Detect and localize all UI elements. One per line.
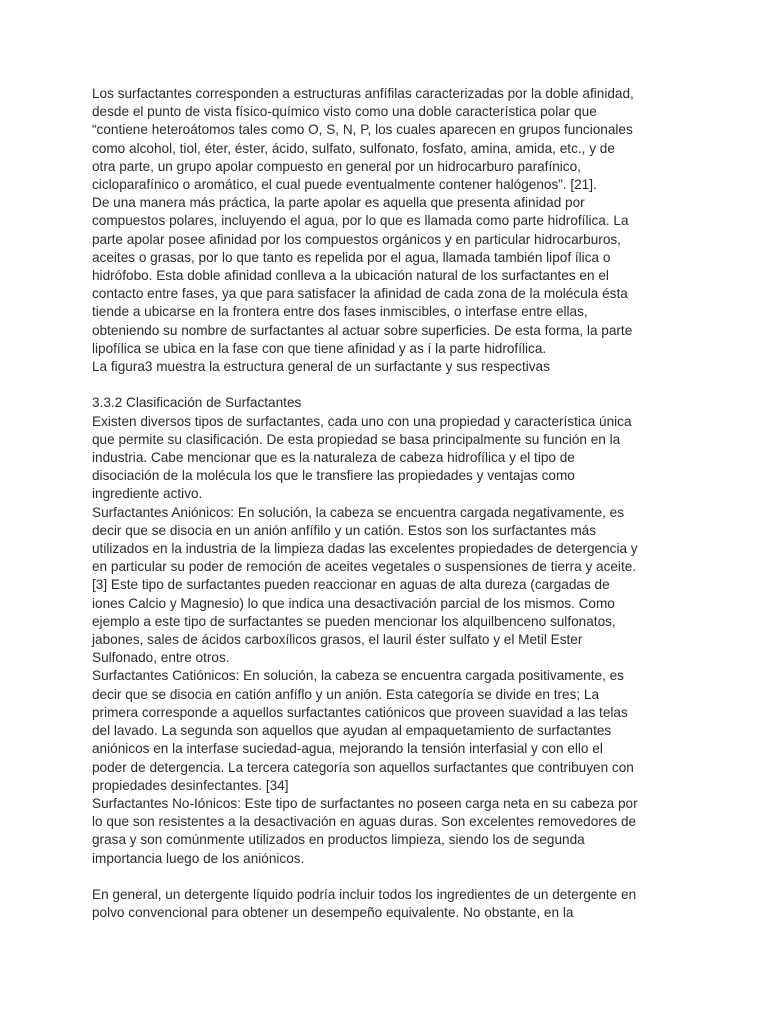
paragraph-practical: De una manera más práctica, la parte apolar es aquella que presenta afinidad por compuestos polares, incluyendo el agua, por lo que es llamada como parte hidrofílica. La parte apolar posee afinidad por los compuestos orgánicos y en particular hidrocarburos, aceites o grasas, por lo que tanto es repelida por el agua, llamada también lipof ílica o hidrófobo. Esta doble afinidad conlleva a la ubicación natural de los surfactantes en el contacto entre fases, ya que para satisfacer la afinidad de cada zona de la molécula ésta tiende a ubicarse en la frontera entre dos fases inmiscibles, o interfase entre ellas, obteniendo su nombre de surfactantes al actuar sobre superficies. De esta forma, la parte lipofílica se ubica en la fase con que tiene afinidad y as í la parte hidrofílica. [92,195,633,356]
paragraph-liquid-detergent: En general, un detergente líquido podría incluir todos los ingredientes de un detergente en polvo convencional para obtener un desempeño equivalente. No obstante, en la [92,886,637,921]
paragraph-cationic: Surfactantes Catiónicos: En solución, la cabeza se encuentra cargada positivamente, es decir que se disocia en catión anfíflo y un anión. Esta categoría se divide en tres; La primera corresponde a aquellos surfactantes catiónicos que proveen suavidad a las telas del lavado. La segunda son aquellos que ayudan al empaquetamiento de surfactantes aniónicos en la interfase suciedad-agua, mejorando la tensión interfasial y con ello el poder de detergencia. La tercera categoría son aquellos surfactantes que contribuyen con propiedades desinfectantes. [34] [92,668,634,793]
blank-line [92,376,672,394]
paragraph-figure-ref: La figura3 muestra la estructura general de un surfactante y sus respectivas [92,359,550,375]
document-page [92,85,672,922]
paragraph-classification: Existen diversos tipos de surfactantes, cada uno con una propiedad y característica única que permite su clasificación. De esta propiedad se basa principalmente su función en la industria. Cabe mencionar que es la naturaleza de cabeza hidrofílica y el tipo de disociación de la molécula los que le transfiere las propiedades y ventajas como ingrediente activo. [92,413,632,502]
paragraph-definition: Los surfactantes corresponden a estructuras anfífilas caracterizadas por la doble afinidad, desde el punto de vista físico-químico visto como una doble característica polar que “contiene heteroátomos tales como O, S, N, P, los cuales aparecen en grupos funcionales como alcohol, tiol, éter, éster, ácido, sulfato, sulfonato, fosfato, amina, amida, etc., y de otra parte, un grupo apolar compuesto en general por un hidrocarburo parafínico, cicloparafínico o aromático, el cual puede eventualmente contener halógenos”. [21]. [92,86,634,193]
section-heading: 3.3.2 Clasificación de Surfactantes [92,395,302,411]
paragraph-nonionic: Surfactantes No-Iónicos: Este tipo de surfactantes no poseen carga neta en su cabeza por lo que son resistentes a la desactivación en aguas duras. Son excelentes removedores de grasa y son comúnmente utilizados en productos limpieza, siendo los de segunda importancia luego de los aniónicos. [92,795,638,866]
paragraph-anionic: Surfactantes Aniónicos: En solución, la cabeza se encuentra cargada negativamente, es decir que se disocia en un anión anfífilo y un catión. Estos son los surfactantes más utilizados en la industria de la limpieza dadas las excelentes propiedades de detergencia y en particular su poder de remoción de aceites vegetales o suspensiones de tierra y aceite. [3] Este tipo de surfactantes pueden reaccionar en aguas de alta dureza (cargadas de iones Calcio y Magnesio) lo que indica una desactivación parcial de los mismos. Como ejemplo a este tipo de surfactantes se pueden mencionar los alquilbenceno sulfonatos, jabones, sales de ácidos carboxílicos grasos, el lauril éster sulfato y el Metil Ester Sulfonado, entre otros. [92,504,638,666]
blank-line [92,868,672,886]
